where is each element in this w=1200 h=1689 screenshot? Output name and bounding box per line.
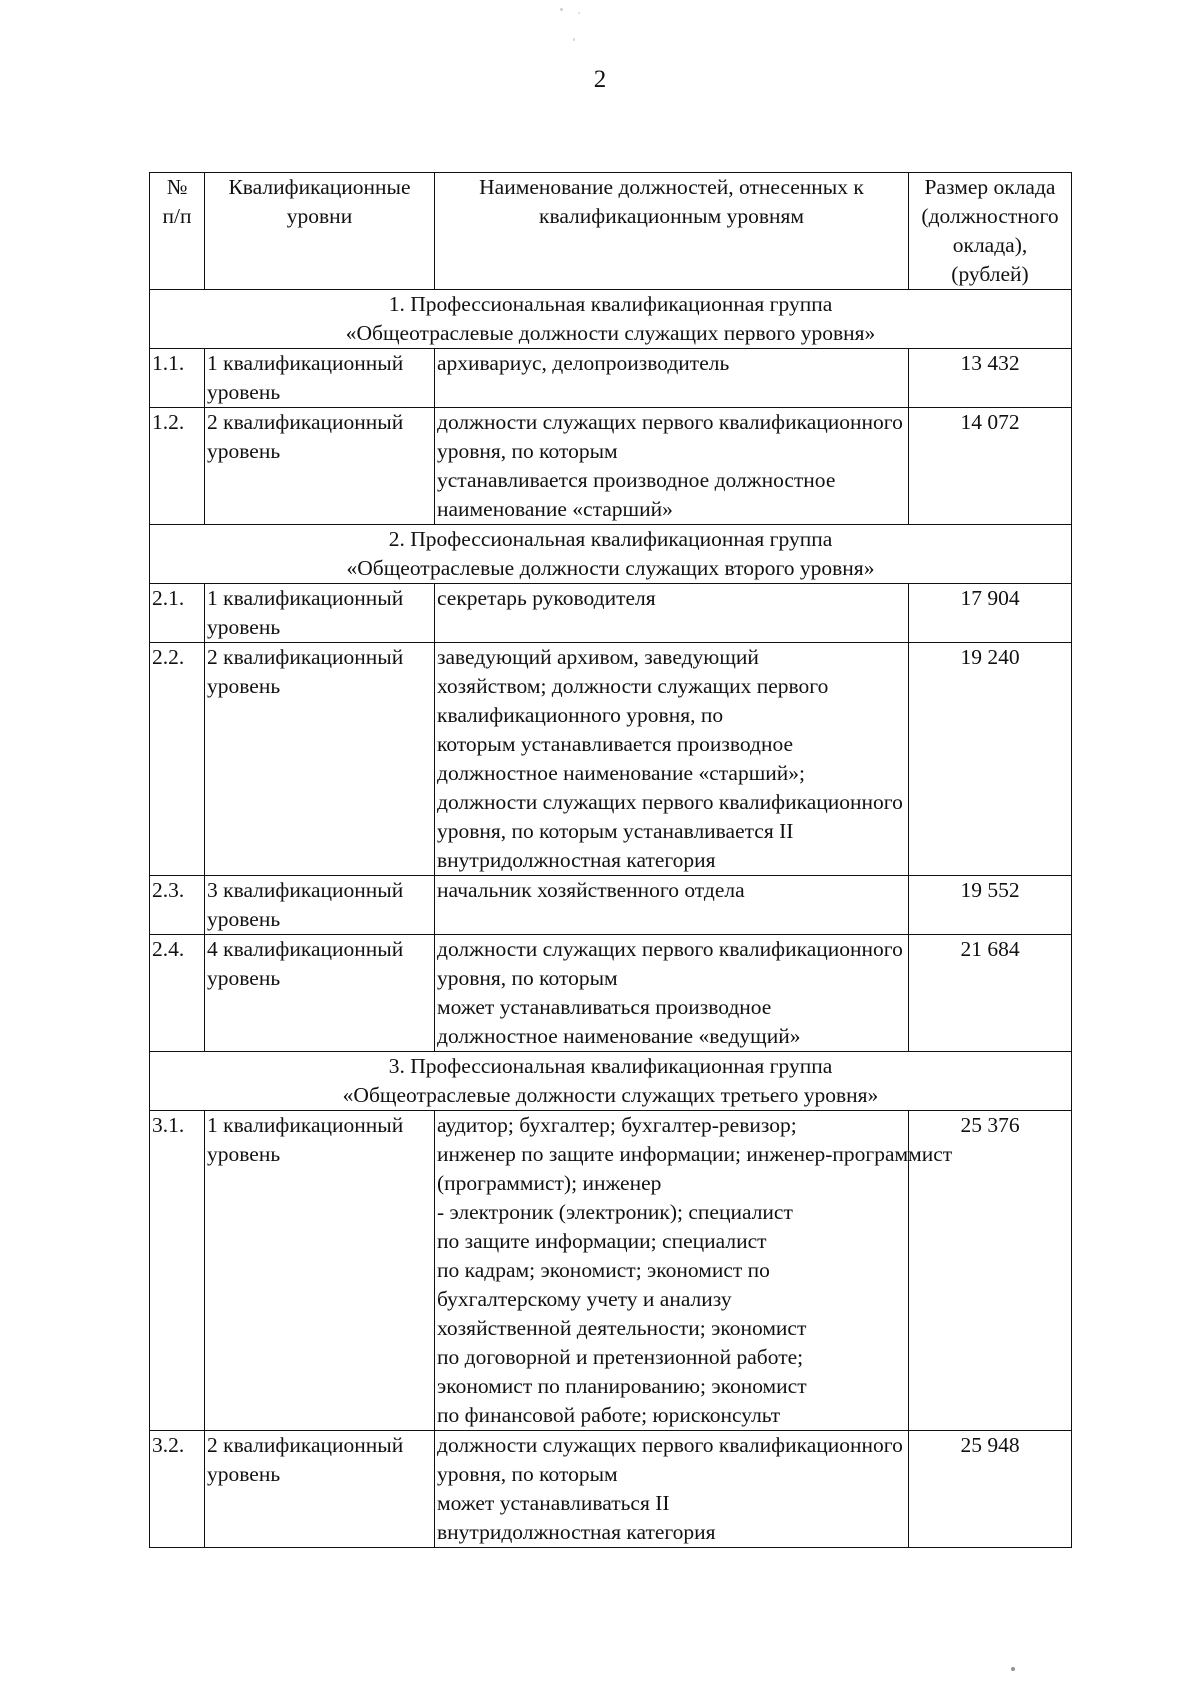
header-num-line: №	[166, 175, 188, 199]
cell-line: уровня, по которым	[437, 966, 618, 990]
cell-line: может устанавливаться II	[437, 1491, 670, 1515]
row-number: 1.2.	[150, 408, 205, 525]
cell-line: 1 квалификационный	[207, 1113, 404, 1137]
scan-speck	[1011, 1667, 1015, 1671]
group-row	[150, 290, 1072, 349]
salary-value: 13 432	[909, 349, 1072, 408]
group-row	[150, 525, 1072, 584]
cell-line: 1 квалификационный	[207, 351, 404, 375]
salary-value: 25 948	[909, 1431, 1072, 1548]
qualification-level	[205, 1111, 435, 1431]
header-num	[150, 173, 205, 290]
cell-line: уровень	[207, 1142, 281, 1166]
row-number: 3.1.	[150, 1111, 205, 1431]
position-names	[435, 349, 909, 408]
table-row	[150, 935, 1072, 1052]
position-names	[435, 643, 909, 876]
cell-line: 1 квалификационный	[207, 586, 404, 610]
cell-line: должностное наименование «ведущий»	[437, 1024, 801, 1048]
position-names	[435, 408, 909, 525]
table-row	[150, 643, 1072, 876]
cell-line: уровень	[207, 1462, 281, 1486]
qualification-level	[205, 408, 435, 525]
salary-value: 17 904	[909, 584, 1072, 643]
qualification-level	[205, 584, 435, 643]
header-salary-line: оклада),	[952, 233, 1028, 257]
header-salary-line: (должностного	[921, 204, 1059, 228]
cell-line: 2 квалификационный	[207, 1433, 404, 1457]
group-title	[150, 1052, 1072, 1111]
cell-line: должности служащих первого квалификационного	[437, 1433, 903, 1457]
position-names	[435, 1431, 909, 1548]
salary-value: 25 376	[909, 1111, 1072, 1431]
qualification-level	[205, 349, 435, 408]
cell-line: по кадрам; экономист; экономист по	[437, 1258, 770, 1282]
position-names	[435, 1111, 953, 1431]
cell-line: уровня, по которым устанавливается II	[437, 819, 794, 843]
cell-line: - электроник (электроник); специалист	[437, 1200, 793, 1224]
cell-line: 2 квалификационный	[207, 410, 404, 434]
header-positions	[435, 173, 909, 290]
salary-value: 21 684	[909, 935, 1072, 1052]
row-number: 2.2.	[150, 643, 205, 876]
cell-line: инженер по защите информации; инженер-программист	[437, 1142, 953, 1166]
qualification-level	[205, 876, 435, 935]
cell-line: уровень	[207, 907, 281, 931]
scan-speck	[560, 8, 563, 11]
cell-line: уровень	[207, 674, 281, 698]
cell-line: которым устанавливается производное	[437, 732, 794, 756]
group-title	[150, 290, 1072, 349]
qualification-level	[205, 1431, 435, 1548]
cell-line: архивариус, делопроизводитель	[437, 351, 730, 375]
table-body	[150, 290, 1072, 1548]
cell-line: наименование «старший»	[437, 497, 673, 521]
salary-value: 14 072	[909, 408, 1072, 525]
cell-line: хозяйственной деятельности; экономист	[437, 1316, 807, 1340]
cell-line: квалификационного уровня, по	[437, 703, 724, 727]
cell-line: 2 квалификационный	[207, 645, 404, 669]
header-levels-line: уровни	[286, 204, 353, 228]
position-names	[435, 935, 909, 1052]
cell-line: уровня, по которым	[437, 1462, 618, 1486]
cell-line: начальник хозяйственного отдела	[437, 878, 745, 902]
cell-line: 4 квалификационный	[207, 937, 404, 961]
salary-value: 19 240	[909, 643, 1072, 876]
cell-line: (программист); инженер	[437, 1171, 662, 1195]
group-title-line: 1. Профессиональная квалификационная группа	[388, 292, 833, 316]
header-levels	[205, 173, 435, 290]
position-names	[435, 876, 909, 935]
cell-line: 3 квалификационный	[207, 878, 404, 902]
cell-line: бухгалтерскому учету и анализу	[437, 1287, 732, 1311]
position-names	[435, 584, 909, 643]
cell-line: по договорной и претензионной работе;	[437, 1345, 804, 1369]
qualification-level	[205, 935, 435, 1052]
salary-table	[149, 172, 1072, 1548]
cell-line: хозяйством; должности служащих первого	[437, 674, 829, 698]
group-title-line: «Общеотраслевые должности служащих второго уровня»	[346, 556, 875, 580]
cell-line: должности служащих первого квалификационного	[437, 790, 903, 814]
cell-line: уровень	[207, 380, 281, 404]
cell-line: секретарь руководителя	[437, 586, 656, 610]
header-salary	[909, 173, 1072, 290]
row-number: 2.1.	[150, 584, 205, 643]
cell-line: по защите информации; специалист	[437, 1229, 767, 1253]
table-row	[150, 349, 1072, 408]
salary-value: 19 552	[909, 876, 1072, 935]
scan-speck	[573, 38, 575, 41]
row-number: 2.4.	[150, 935, 205, 1052]
group-row	[150, 1052, 1072, 1111]
cell-line: внутридолжностная категория	[437, 848, 716, 872]
table-row	[150, 408, 1072, 525]
group-title-line: «Общеотраслевые должности служащих первого уровня»	[345, 321, 876, 345]
cell-line: должностное наименование «старший»;	[437, 761, 805, 785]
cell-line: может устанавливаться производное	[437, 995, 772, 1019]
header-salary-line: (рублей)	[951, 262, 1029, 286]
group-title-line: «Общеотраслевые должности служащих третьего уровня»	[342, 1083, 879, 1107]
cell-line: уровня, по которым	[437, 439, 618, 463]
group-title-line: 2. Профессиональная квалификационная группа	[388, 527, 833, 551]
table-row	[150, 1431, 1072, 1548]
cell-line: экономист по планированию; экономист	[437, 1374, 807, 1398]
row-number: 3.2.	[150, 1431, 205, 1548]
qualification-level	[205, 643, 435, 876]
table-row	[150, 876, 1072, 935]
header-salary-line: Размер оклада	[924, 175, 1056, 199]
cell-line: внутридолжностная категория	[437, 1520, 716, 1544]
page-number: 2	[593, 66, 607, 93]
cell-line: устанавливается производное должностное	[437, 468, 836, 492]
table-row	[150, 584, 1072, 643]
row-number: 1.1.	[150, 349, 205, 408]
cell-line: уровень	[207, 615, 281, 639]
row-number: 2.3.	[150, 876, 205, 935]
table-header-row	[150, 173, 1072, 290]
cell-line: должности служащих первого квалификационного	[437, 410, 903, 434]
header-levels-line: Квалификационные	[228, 175, 411, 199]
header-num-line: п/п	[162, 204, 192, 228]
cell-line: должности служащих первого квалификационного	[437, 937, 903, 961]
cell-line: по финансовой работе; юрисконсульт	[437, 1403, 781, 1427]
header-positions-line: квалификационным уровням	[539, 204, 804, 228]
cell-line: заведующий архивом, заведующий	[437, 645, 759, 669]
cell-line: уровень	[207, 966, 281, 990]
header-positions-line: Наименование должностей, отнесенных к	[479, 175, 864, 199]
scan-speck	[578, 12, 580, 14]
cell-line: уровень	[207, 439, 281, 463]
cell-line: аудитор; бухгалтер; бухгалтер-ревизор;	[437, 1113, 797, 1137]
group-title-line: 3. Профессиональная квалификационная группа	[388, 1054, 833, 1078]
table-row	[150, 1111, 1072, 1431]
group-title	[150, 525, 1072, 584]
